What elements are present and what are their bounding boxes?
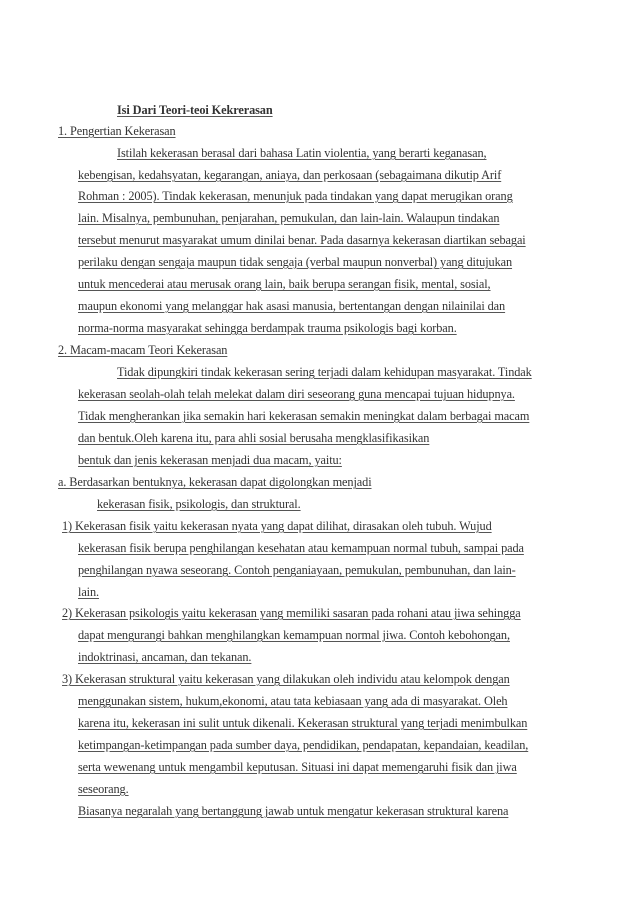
paragraph-line: Tidak mengherankan jika semakin hari kekerasan semakin meningkat dalam berbagai macam [78, 409, 530, 423]
paragraph-line: dapat mengurangi bahkan menghilangkan kemampuan normal jiwa. Contoh kebohongan, [78, 628, 510, 642]
paragraph-line: bentuk dan jenis kekerasan menjadi dua macam, yaitu: [78, 453, 342, 467]
paragraph-line: kekerasan fisik berupa penghilangan kesehatan atau kemampuan normal tubuh, sampai pada [78, 541, 524, 555]
paragraph-line: seseorang. [78, 782, 129, 796]
paragraph-line: Rohman : 2005). Tindak kekerasan, menunjuk pada tindakan yang dapat merugikan orang [78, 189, 513, 203]
paragraph-line: kebengisan, kedahsyatan, kegarangan, aniaya, dan perkosaan (sebagaimana dikutip Arif [78, 168, 502, 182]
paragraph-line: menggunakan sistem, hukum,ekonomi, atau tata kebiasaan yang ada di masyarakat. Oleh [78, 694, 508, 708]
paragraph-line: Tidak dipungkiri tindak kekerasan sering terjadi dalam kehidupan masyarakat. Tindak [117, 365, 532, 379]
paragraph-line: maupun ekonomi yang melanggar hak asasi manusia, bertentangan dengan nilainilai dan [78, 299, 506, 313]
paragraph-line: tersebut menurut masyarakat umum dinilai benar. Pada dasarnya kekerasan diartikan sebagai [78, 233, 526, 247]
paragraph-line: Biasanya negaralah yang bertanggung jawab untuk mengatur kekerasan struktural karena [78, 804, 509, 818]
list-item-a: a. Berdasarkan bentuknya, kekerasan dapat digolongkan menjadi [58, 475, 372, 489]
paragraph-line: lain. [78, 585, 100, 599]
paragraph-line: Istilah kekerasan berasal dari bahasa Latin violentia, yang berarti keganasan, [117, 146, 487, 160]
paragraph-line: penghilangan nyawa seseorang. Contoh penganiayaan, pemukulan, pembunuhan, dan lain- [78, 563, 516, 577]
list-item-2: 2) Kekerasan psikologis yaitu kekerasan yang memiliki sasaran pada rohani atau jiwa sehingga [62, 606, 521, 620]
list-item-3: 3) Kekerasan struktural yaitu kekerasan yang dilakukan oleh individu atau kelompok dengan [62, 672, 510, 686]
document-title: Isi Dari Teori-teoi Kekrerasan [117, 103, 273, 117]
paragraph-line: indoktrinasi, ancaman, dan tekanan. [78, 650, 252, 664]
list-item-1: 1) Kekerasan fisik yaitu kekerasan nyata yang dapat dilihat, dirasakan oleh tubuh. Wujud [62, 519, 492, 533]
paragraph-line: dan bentuk.Oleh karena itu, para ahli sosial berusaha mengklasifikasikan [78, 431, 430, 445]
paragraph-line: karena itu, kekerasan ini sulit untuk dikenali. Kekerasan struktural yang terjadi menimbulkan [78, 716, 528, 730]
paragraph-line: ketimpangan-ketimpangan pada sumber daya, pendidikan, pendapatan, kepandaian, keadilan, [78, 738, 529, 752]
paragraph-line: kekerasan seolah-olah telah melekat dalam diri seseorang guna mencapai tujuan hidupnya. [78, 387, 515, 401]
section-heading-pengertian: 1. Pengertian Kekerasan [58, 124, 176, 138]
paragraph-line: serta wewenang untuk mengambil keputusan. Situasi ini dapat memengaruhi fisik dan jiwa [78, 760, 517, 774]
paragraph-line: norma-norma masyarakat sehingga berdampak trauma psikologis bagi korban. [78, 321, 457, 335]
paragraph-line: perilaku dengan sengaja maupun tidak sengaja (verbal maupun nonverbal) yang ditujukan [78, 255, 513, 269]
paragraph-line: untuk mencederai atau merusak orang lain, baik berupa serangan fisik, mental, sosial, [78, 277, 491, 291]
section-heading-macam: 2. Macam-macam Teori Kekerasan [58, 343, 228, 357]
paragraph-line: kekerasan fisik, psikologis, dan struktural. [97, 497, 301, 511]
paragraph-line: lain. Misalnya, pembunuhan, penjarahan, pemukulan, dan lain-lain. Walaupun tindakan [78, 211, 500, 225]
